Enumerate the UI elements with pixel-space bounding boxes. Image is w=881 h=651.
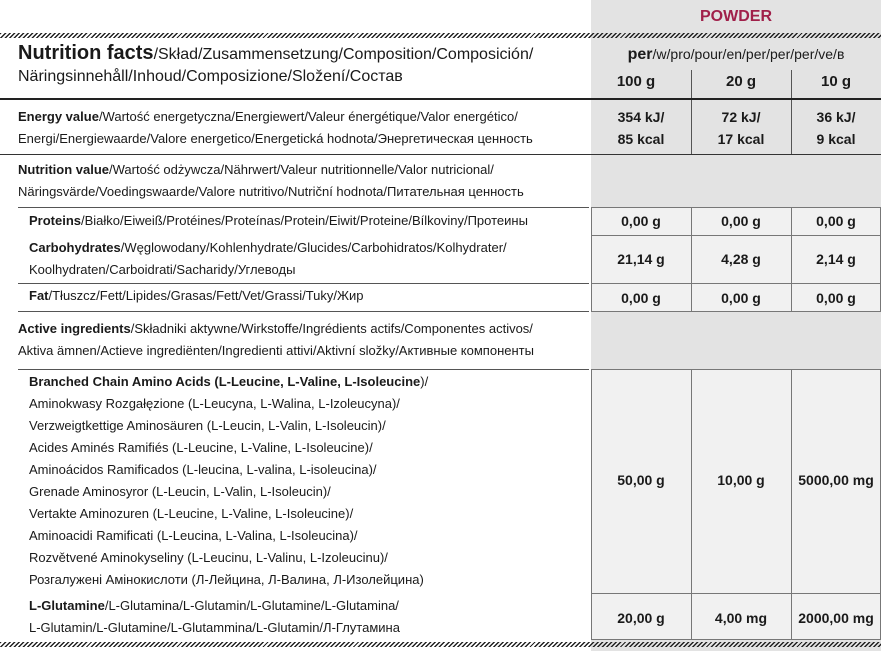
energy-kj: 72 kJ/ (721, 109, 761, 125)
fat-value-20g: 0,00 g (721, 290, 761, 306)
glutamine-bold: L-Glutamine (29, 598, 105, 613)
energy-value-100g (591, 106, 691, 150)
title-rest: /Skład/Zusammensetzung/Composition/Composición/ (153, 46, 534, 63)
proteins-value-100g: 0,00 g (621, 213, 661, 229)
active-line2: Aktiva ämnen/Actieve ingrediënten/Ingredienti attivi/Aktivní složky/Активные компоненты (18, 343, 534, 358)
carbs-bold: Carbohydrates (29, 240, 121, 255)
active-label (18, 318, 533, 340)
energy-value-20g (691, 106, 791, 150)
energy-value-10g (791, 106, 881, 150)
fat-label (29, 285, 364, 307)
bcaa-tail: )/ (420, 374, 429, 389)
bcaa-line: Vertakte Aminozuren (L-Leucine, L-Valine, L-Isoleucine)/ (29, 506, 354, 521)
nutrition-label (18, 159, 494, 181)
top-hatched-rule (0, 33, 881, 38)
carbs-line2: Koolhydraten/Carboidrati/Sacharidy/Углеводы (29, 262, 296, 277)
glutamine-line2: L-Glutamin/L-Glutamine/L-Glutammina/L-Glutamin/Л-Глутамина (29, 620, 400, 635)
glutamine-rest: /L-Glutamina/L-Glutamin/L-Glutamine/L-Glutamina/ (104, 598, 399, 613)
energy-line2: Energi/Energiewaarde/Valore energetico/Energetická hodnota/Энергетическая ценность (18, 131, 533, 146)
col-header-20g: 20 g (725, 73, 756, 90)
bcaa-label (29, 371, 428, 393)
powder-heading: POWDER (700, 8, 772, 25)
carbs-value-20g: 4,28 g (721, 251, 761, 267)
bottom-hatched-rule (0, 642, 881, 647)
row-rule (0, 154, 881, 155)
bcaa-line: Розгалужені Амінокислоти (Л-Лейцина, Л-Валина, Л-Изолейцина) (29, 572, 424, 587)
carbs-value-100g: 21,14 g (617, 251, 665, 267)
col-header-100g: 100 g (616, 73, 656, 90)
proteins-bold: Proteins (29, 213, 82, 228)
bcaa-line: Grenade Aminosyror (L-Leucin, L-Valin, L-Isoleucin)/ (29, 484, 331, 499)
bcaa-line: Acides Aminés Ramifiés (L-Leucine, L-Valine, L-Isoleucine)/ (29, 440, 373, 455)
header-rule (0, 98, 881, 100)
glutamine-value-100g: 20,00 g (617, 610, 665, 626)
bcaa-value-20g: 10,00 g (717, 472, 765, 488)
header-divider (791, 70, 792, 98)
col-header-10g: 10 g (820, 73, 851, 90)
energy-kcal: 85 kcal (617, 131, 665, 147)
energy-kcal: 9 kcal (816, 131, 856, 147)
column-divider (691, 100, 692, 154)
proteins-value-20g: 0,00 g (721, 213, 761, 229)
nutrition-rest: /Wartość odżywcza/Nährwert/Valeur nutritionnelle/Valor nutricional/ (109, 162, 494, 177)
carbs-label (29, 237, 507, 259)
glutamine-value-20g: 4,00 mg (714, 610, 768, 626)
per-bold: per (627, 46, 653, 63)
proteins-label (29, 210, 528, 232)
header-divider (691, 70, 692, 98)
active-rest: /Składniki aktywne/Wirkstoffe/Ingrédients actifs/Componentes activos/ (130, 321, 533, 336)
carbs-rest: /Węglowodany/Kohlenhydrate/Glucides/Carbohidratos/Kolhydrater/ (120, 240, 507, 255)
glutamine-label (29, 595, 399, 617)
bcaa-line: Aminokwasy Rozgałęzione (L-Leucyna, L-Walina, L-Izoleucyna)/ (29, 396, 400, 411)
fat-rest: /Tłuszcz/Fett/Lipides/Grasas/Fett/Vet/Grassi/Tuky/Жир (48, 288, 364, 303)
nutrition-bold: Nutrition value (18, 162, 110, 177)
proteins-rest: /Białko/Eiweiß/Protéines/Proteínas/Protein/Eiwit/Proteine/Bílkoviny/Протеины (81, 213, 528, 228)
per-label (591, 46, 881, 64)
bcaa-line: Rozvětvené Aminokyseliny (L-Leucinu, L-Valinu, L-Izoleucinu)/ (29, 550, 388, 565)
title-line2: Näringsinnehåll/Inhoud/Composizione/Složení/Состав (18, 68, 403, 85)
energy-rest: /Wartość energetyczna/Energiewert/Valeur énergétique/Valor energético/ (98, 109, 518, 124)
fat-bold: Fat (29, 288, 49, 303)
active-bold: Active ingredients (18, 321, 131, 336)
bcaa-line: Aminoácidos Ramificados (L-leucina, L-valina, L-isoleucina)/ (29, 462, 377, 477)
energy-bold: Energy value (18, 109, 99, 124)
table-title (18, 42, 533, 65)
proteins-value-10g: 0,00 g (816, 213, 856, 229)
bcaa-value-10g: 5000,00 mg (798, 472, 874, 488)
energy-kj: 354 kJ/ (617, 109, 665, 125)
nutrition-line2: Näringsvärde/Voedingswaarde/Valore nutritivo/Nutriční hodnota/Питательная ценность (18, 184, 524, 199)
bcaa-line: Verzweigtkettige Aminosäuren (L-Leucin, L-Valin, L-Isoleucin)/ (29, 418, 386, 433)
column-divider (791, 100, 792, 154)
bcaa-bold: Branched Chain Amino Acids (L-Leucine, L-Valine, L-Isoleucine (29, 374, 421, 389)
carbs-value-10g: 2,14 g (816, 251, 856, 267)
glutamine-value-10g: 2000,00 mg (798, 610, 874, 626)
bcaa-line: Aminoacidi Ramificati (L-Leucina, L-Valina, L-Isoleucina)/ (29, 528, 358, 543)
fat-value-100g: 0,00 g (621, 290, 661, 306)
per-rest: /w/pro/pour/en/per/per/per/ve/в (652, 46, 845, 62)
energy-kcal: 17 kcal (717, 131, 765, 147)
energy-label (18, 106, 518, 128)
fat-value-10g: 0,00 g (816, 290, 856, 306)
energy-kj: 36 kJ/ (816, 109, 856, 125)
title-bold: Nutrition facts (18, 42, 154, 64)
bcaa-value-100g: 50,00 g (617, 472, 665, 488)
